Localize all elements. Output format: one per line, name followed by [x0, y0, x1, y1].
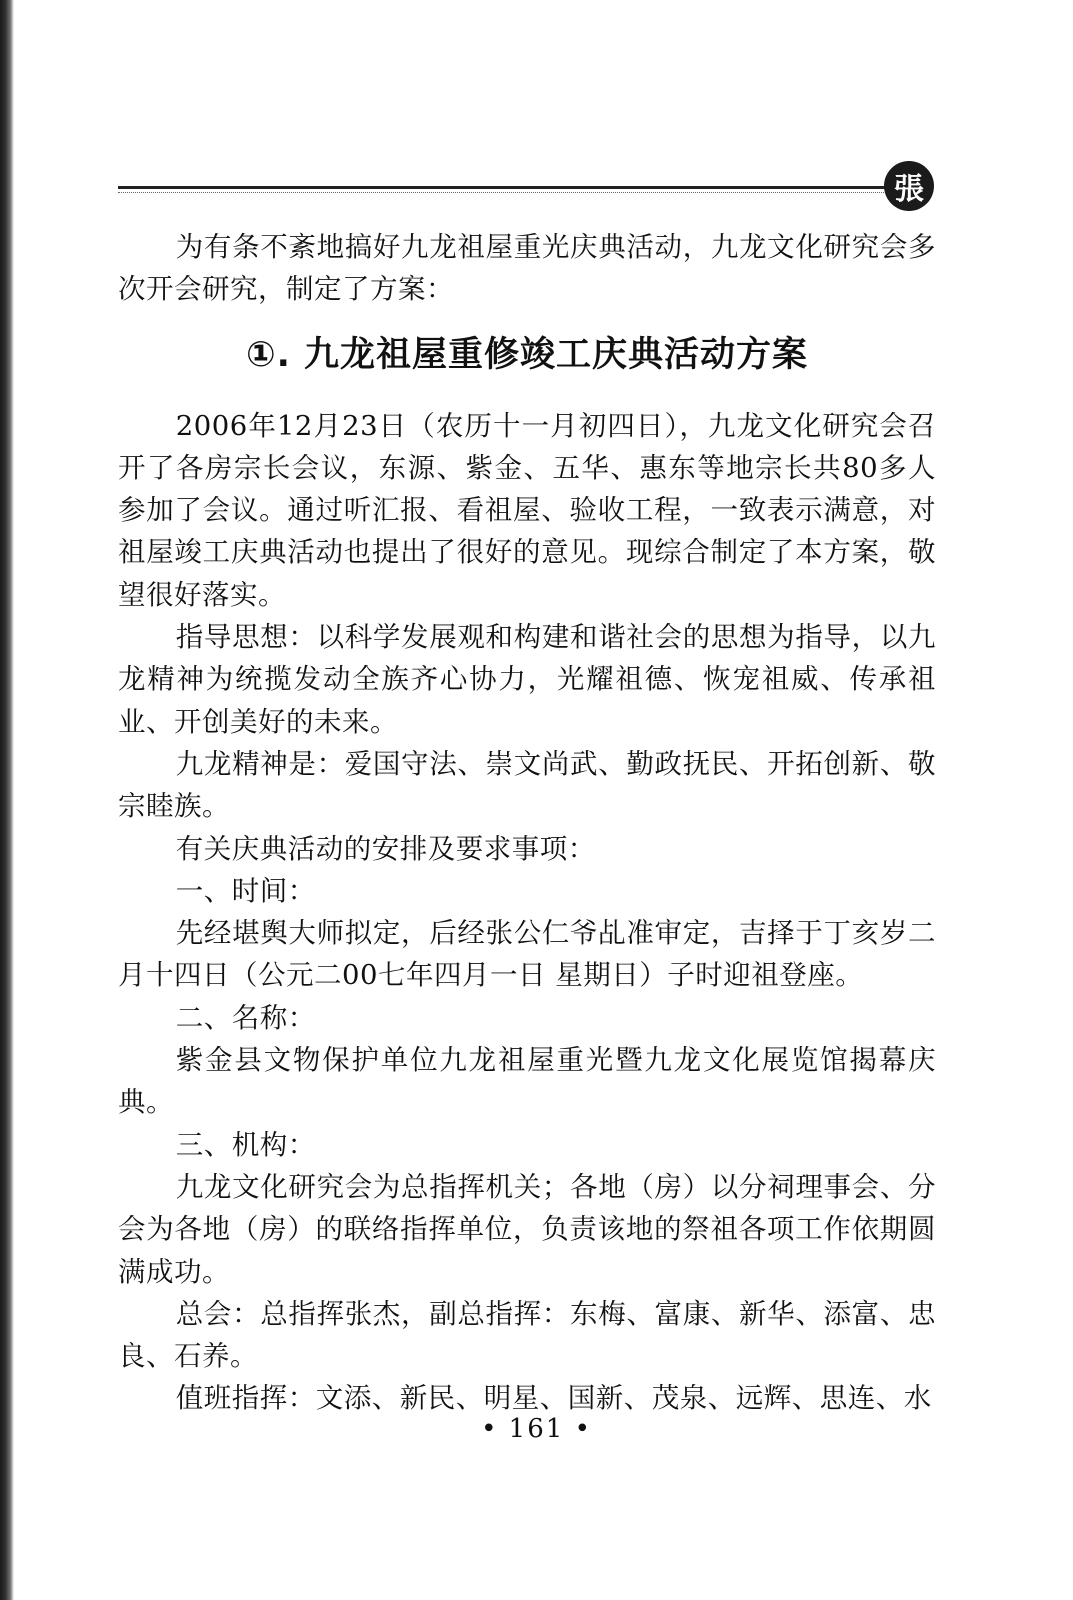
scan-edge-shadow: [0, 0, 14, 1600]
heading-organization: 三、机构：: [175, 1128, 316, 1161]
paragraph-name: 紫金县文物保护单位九龙祖屋重光暨九龙文化展览馆揭幕庆典。: [118, 1044, 936, 1119]
paragraph-time: 先经堪舆大师拟定，后经张公仁爷乩准审定，吉择于丁亥岁二月十四日（公元二00七年四月一日 星期日）子时迎祖登座。: [118, 917, 936, 992]
paragraph-organization: 九龙文化研究会为总指挥机关；各地（房）以分祠理事会、分会为各地（房）的联络指挥单位，负责该地的祭祖各项工作依期圆满成功。: [118, 1170, 936, 1288]
page-body: [118, 226, 936, 1420]
paragraph-spirit: 九龙精神是：爱国守法、崇文尚武、勤政抚民、开拓创新、敬宗睦族。: [118, 747, 936, 823]
heading-time: 一、时间：: [175, 874, 316, 907]
paragraph-meeting: 2006年12月23日（农历十一月初四日），九龙文化研究会召开了各房宗长会议，东源、紫金、五华、惠东等地宗长共80多人参加了会议。通过听汇报、看祖屋、验收工程，一致表示满意，对祖屋竣工庆典活动也提出了很好的意见。现综合制定了本方案，敬望很好落实。: [118, 409, 936, 611]
paragraph-general-command: 总会：总指挥张杰，副总指挥：东梅、富康、新华、添富、忠良、石养。: [118, 1297, 936, 1373]
header-rule: [118, 186, 888, 189]
intro-paragraph: 为有条不紊地搞好九龙祖屋重光庆典活动，九龙文化研究会多次开会研究，制定了方案：: [118, 231, 936, 306]
paragraph-guiding-thought: 指导思想：以科学发展观和构建和谐社会的思想为指导，以九龙精神为统揽发动全族齐心协力，光耀祖德、恢宠祖威、传承祖业、开创美好的未来。: [118, 621, 936, 738]
paragraph-arrangements: 有关庆典活动的安排及要求事项：: [175, 832, 596, 865]
page-number: • 161 •: [481, 1414, 592, 1444]
paragraph-duty-command: 值班指挥：文添、新民、明星、国新、茂泉、远辉、思连、水: [175, 1382, 932, 1415]
heading-name: 二、名称：: [175, 1001, 316, 1034]
zhang-seal-logo: 張: [884, 161, 934, 211]
section-title: ①. 九龙祖屋重修竣工庆典活动方案: [245, 334, 809, 375]
